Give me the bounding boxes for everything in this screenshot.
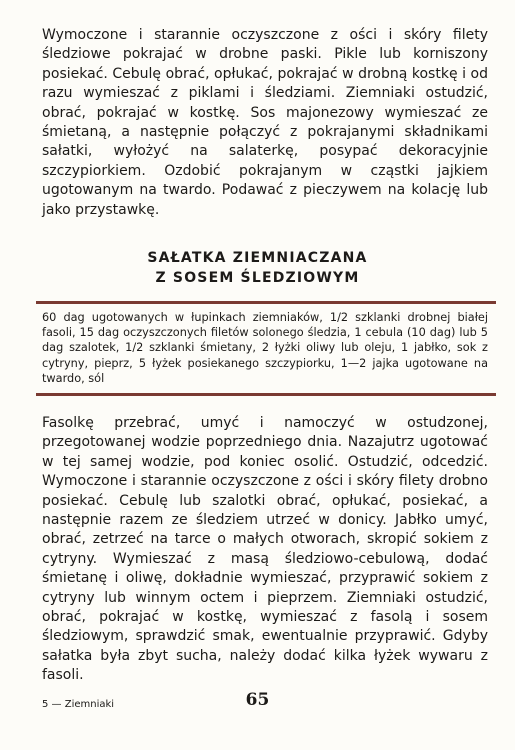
recipe-instructions-previous: Wymoczone i starannie oczyszczone z ości i skóry filety śledziowe pokrajać w drobne paski. Pikle lub korniszony posiekać. Cebulę obrać, opłukać, pokrajać w drobną kostkę i od razu wymieszać z piklami i śledziami. Ziemniaki ostudzić, obrać, pokrajać w kostkę. Sos majonezowy wymieszać ze śmietaną, a następnie połączyć z pokrajanymi składnikami sałatki, wyłożyć na salaterkę, posypać dekoracyjnie szczypiorkiem. Ozdobić pokrajanym w cząstki jajkiem ugotowanym na twardo. Podawać z pieczywem na kolację lub jako przystawkę.	[42, 27, 488, 218]
ingredients-list: 60 dag ugotowanych w łupinkach ziemniaków, 1/2 szklanki drobnej białej fasoli, 15 dag oczyszczonych filetów solonego śledzia, 1 cebula (10 dag) lub 5 dag szalotek, 1/2 szklanki śmietany, 2 łyżki oliwy lub oleju, 1 jabłko, sok z cytryny, pieprz, 5 łyżek posiekanego szczypiorku, 1—2 jajka ugotowane na twardo, sól	[42, 311, 488, 385]
ingredients-top-rule	[36, 301, 496, 304]
footer-signature: 5 — Ziemniaki	[42, 699, 115, 710]
recipe-title-line-2: Z SOSEM ŚLEDZIOWYM	[155, 270, 360, 286]
recipe-instructions: Fasolkę przebrać, umyć i namoczyć w ostudzonej, przegotowanej wodzie poprzedniego dnia. Nazajutrz ugotować w tej samej wodzie, pod koniec osolić. Ostudzić, odcedzić. Wymoczone i starannie oczyszczone z ości i skóry filety drobno posiekać. Cebulę lub szalotki obrać, opłukać, posiekać, a następnie razem ze śledziem utrzeć w donicy. Jabłko umyć, obrać, zetrzeć na tarce o małych otworach, skropić sokiem z cytryny. Wymieszać z masą śledziowo-cebulową, dodać śmietanę i oliwę, dokładnie wymieszać, przyprawić sokiem z cytryny lub winnym octem i pieprzem. Ziemniaki ostudzić, obrać, pokrajać w kostkę, wymieszać z fasolą i sosem śledziowym, sprawdzić smak, ewentualnie przyprawić. Gdyby sałatka była zbyt sucha, należy dodać kilka łyżek wywaru z fasoli.	[42, 415, 488, 684]
page-number: 65	[245, 690, 270, 710]
ingredients-bottom-rule	[36, 393, 496, 396]
recipe-title-line-1: SAŁATKA ZIEMNIACZANA	[147, 250, 368, 266]
